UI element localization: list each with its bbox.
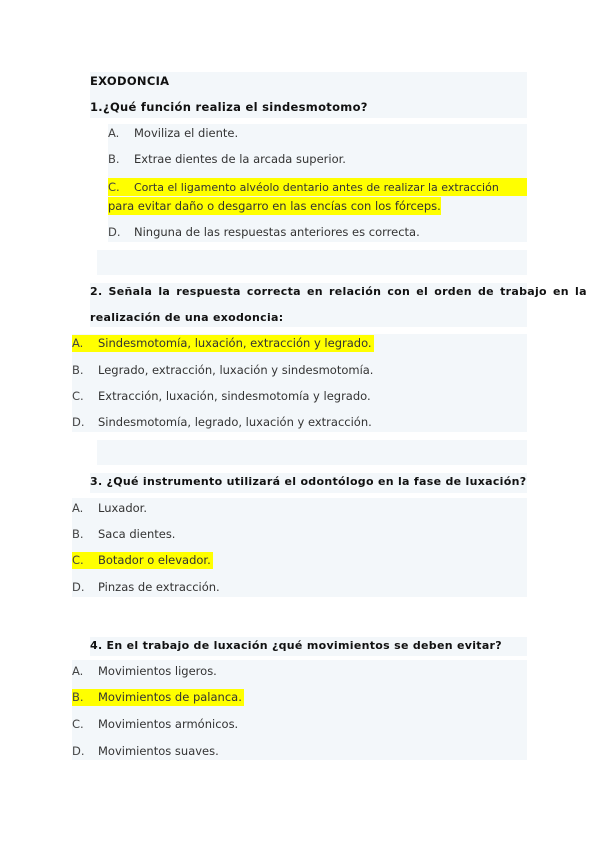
- option-text: Ninguna de las respuestas anteriores es correcta.: [134, 225, 420, 239]
- option: [72, 389, 371, 403]
- option-letter: D.: [72, 415, 85, 429]
- option-correct: [72, 335, 374, 352]
- option-letter: A.: [72, 336, 84, 350]
- document-title: EXODONCIA: [90, 74, 170, 88]
- option: [72, 664, 217, 678]
- question-1: 1.¿Qué función realiza el sindesmotomo?: [90, 100, 368, 114]
- option-text: Movimientos suaves.: [98, 744, 219, 758]
- option: [108, 225, 420, 239]
- option-text: Corta el ligamento alvéolo dentario antes de realizar la extracción: [134, 181, 499, 194]
- option-text: Sindesmotomía, legrado, luxación y extracción.: [98, 415, 372, 429]
- option-text: Movimientos ligeros.: [98, 664, 217, 678]
- option-letter: C.: [72, 389, 84, 403]
- option-text: Sindesmotomía, luxación, extracción y legrado.: [98, 336, 372, 350]
- option-text: Legrado, extracción, luxación y sindesmotomía.: [98, 363, 374, 377]
- option-correct: [72, 552, 213, 569]
- option: [72, 717, 238, 731]
- option: [72, 363, 373, 377]
- option-letter: D.: [72, 744, 85, 758]
- option-letter: A.: [72, 501, 84, 515]
- option-text: Moviliza el diente.: [134, 126, 239, 140]
- option-letter: C.: [72, 553, 84, 567]
- option-text: Luxador.: [98, 501, 148, 515]
- option: [108, 126, 238, 140]
- option: [72, 415, 372, 429]
- option: [72, 744, 219, 758]
- option-letter: C.: [72, 717, 84, 731]
- option-letter: B.: [108, 152, 120, 166]
- option-text: Extrae dientes de la arcada superior.: [134, 152, 346, 166]
- option-text-continued: para evitar daño o desgarro en las encías con los fórceps.: [108, 199, 441, 213]
- option-letter: B.: [72, 527, 84, 541]
- option-text: Botador o elevador.: [98, 553, 211, 567]
- option-text: Saca dientes.: [98, 527, 176, 541]
- option: [72, 501, 147, 515]
- spacer-block: [97, 440, 527, 465]
- question-3: 3. ¿Qué instrumento utilizará el odontólogo en la fase de luxación?: [90, 475, 527, 488]
- option-text: Extracción, luxación, sindesmotomía y legrado.: [98, 389, 371, 403]
- option-letter: A.: [72, 664, 84, 678]
- option-letter: B.: [72, 690, 84, 704]
- question-2-continued: realización de una exodoncia:: [90, 311, 284, 324]
- option-correct: [108, 178, 527, 196]
- question-2: 2. Señala la respuesta correcta en relación con el orden de trabajo en la: [90, 285, 587, 298]
- option-letter: C.: [108, 180, 120, 194]
- option-text: Movimientos de palanca.: [98, 690, 242, 704]
- option: [108, 152, 346, 166]
- option: [72, 527, 175, 541]
- option: [72, 580, 220, 594]
- option-correct: [72, 689, 244, 706]
- option-text: Pinzas de extracción.: [98, 580, 220, 594]
- option-letter: A.: [108, 126, 120, 140]
- question-4: 4. En el trabajo de luxación ¿qué movimientos se deben evitar?: [90, 639, 502, 652]
- option-letter: B.: [72, 363, 84, 377]
- option-letter: D.: [72, 580, 85, 594]
- spacer-block: [97, 250, 527, 275]
- option-letter: D.: [108, 225, 121, 239]
- option-text: Movimientos armónicos.: [98, 717, 239, 731]
